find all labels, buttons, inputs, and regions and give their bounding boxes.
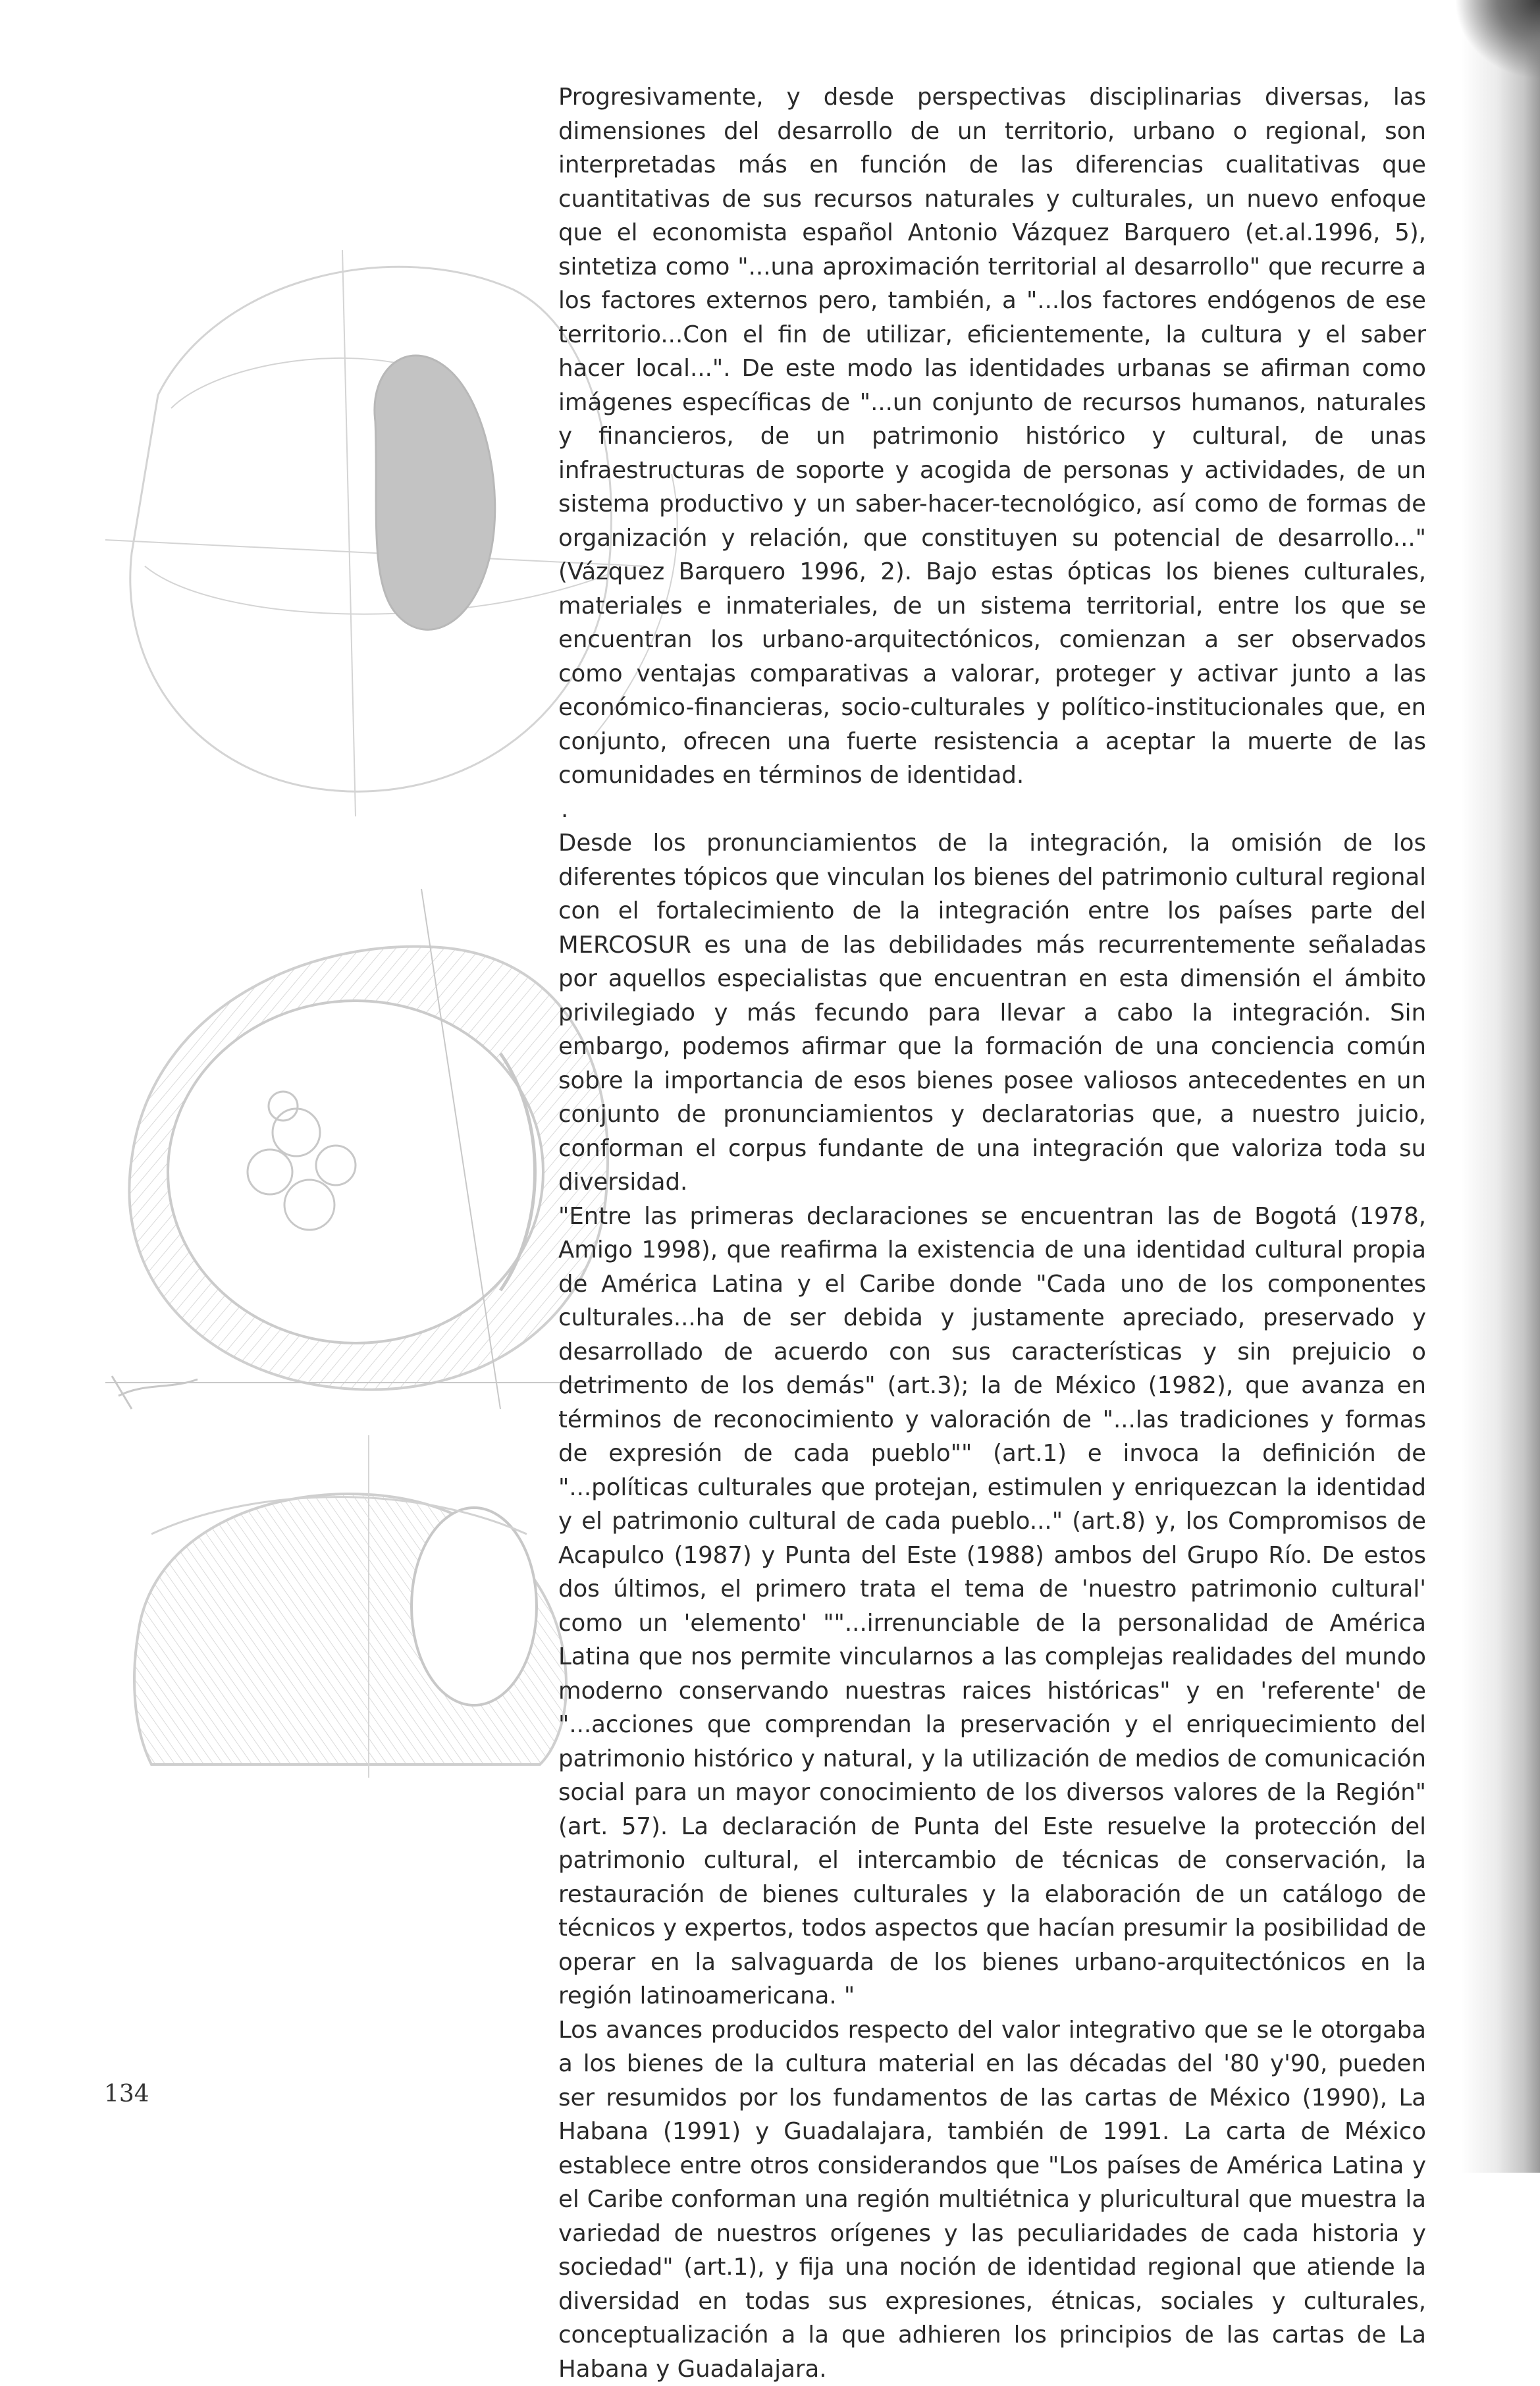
sketch-middle-sphere xyxy=(105,889,625,1409)
sketch-bottom-sphere xyxy=(134,1435,566,1778)
paragraph-3: "Entre las primeras declaraciones se encuentran las de Bogotá (1978, Amigo 1998), que reafirma la existencia de una identidad cultural propia de América Latina y el Caribe donde "Cada uno de los componentes culturales...ha de ser debida y justamente apreciado, preservado y desarrollado de acuerdo con sus características y sin prejuicio o detrimento de los demás" (art.3); la de México (1982), que avanza en términos de reconocimiento y valoración de "...las tradiciones y formas de expresión de cada pueblo"" (art.1) e invoca la definición de "...políticas culturales que protejan, estimulen y enriquezcan la identidad y el patrimonio cultural de cada pueblo..." (art.8) y, los Compromisos de Acapulco (1987) y Punta del Este (1988) ambos del Grupo Río. De estos dos últimos, el primero trata el tema de 'nuestro patrimonio cultural' como un 'elemento' ""...irrenunciable de la personalidad de América Latina que nos permite vincularnos a las complejas realidades del mundo moderno conservando nuestras raices históricas" y en 'referente' de "...acciones que comprendan la preservación y el enriquecimiento del patrimonio histórico y natural, y la utilización de medios de comunicación social para un mayor conocimiento de los diversos valores de la Región" (art. 57). La declaración de Punta del Este resuelve la protección del patrimonio cultural, el intercambio de técnicas de conservación, la restauración de bienes culturales y la elaboración de un catálogo de técnicos y expertos, todos aspectos que hacían presumir la posibilidad de operar en la salvaguarda de los bienes urbano-arquitectónicos en la región latinoamericana. " xyxy=(558,1200,1426,2013)
paragraph-1: Progresivamente, y desde perspectivas disciplinarias diversas, las dimensiones del desarrollo de un territorio, urbano o regional, son interpretadas más en función de las diferencias cualitativas que cuantitativas de sus recursos naturales y culturales, un nuevo enfoque que el economista español Antonio Vázquez Barquero (et.al.1996, 5), sintetiza como "...una aproximación territorial al desarrollo" que recurre a los factores externos pero, también, a "...los factores endógenos de ese territorio...Con el fin de utilizar, eficientemente, la cultura y el saber hacer local...". De este modo las identidades urbanas se afirman como imágenes específicas de "...un conjunto de recursos humanos, naturales y financieros, de un patrimonio histórico y cultural, de unas infraestructuras de soporte y acogida de personas y actividades, de un sistema productivo y un saber-hacer-tecnológico, así como de formas de organización y relación, que constituyen su potencial de desarrollo..." (Vázquez Barquero 1996, 2). Bajo estas ópticas los bienes culturales, materiales e inmateriales, de un sistema territorial, entre los que se encuentran los urbano-arquitectónicos, comienzan a ser observados como ventajas comparativas a valorar, proteger y activar junto a las económico-financieras, socio-culturales y político-institucionales que, en conjunto, ofrecen una fuerte resistencia a aceptar la muerte de las comunidades en términos de identidad. xyxy=(558,80,1426,793)
page-edge-shadow xyxy=(1461,0,1540,2173)
page-corner-shadow xyxy=(1454,0,1540,79)
page-number: 134 xyxy=(104,2081,149,2108)
paragraph-2: Desde los pronunciamientos de la integración, la omisión de los diferentes tópicos que vinculan los bienes del patrimonio cultural regional con el fortalecimiento de la integración entre los países parte del MERCOSUR es una de las debilidades más recurrentemente señaladas por aquellos especialistas que encuentran en esta dimensión el ámbito privilegiado y más fecundo para llevar a cabo la integración. Sin embargo, podemos afirmar que la formación de una conciencia común sobre la importancia de esos bienes posee valiosos antecedentes en un conjunto de pronunciamientos y declaratorias que, a nuestro juicio, conforman el corpus fundante de una integración que valoriza toda su diversidad. xyxy=(558,826,1426,1200)
sketch-dark-egg xyxy=(375,356,495,629)
paragraph-4: Los avances producidos respecto del valor integrativo que se le otorgaba a los bienes de la cultura material en las décadas del '80 y'90, pueden ser resumidos por los fundamentos de las cartas de México (1990), La Habana (1991) y Guadalajara, también de 1991. La carta de México establece entre otros considerandos que "Los países de América Latina y el Caribe conforman una región multiétnica y pluricultural que muestra la variedad de nuestros orígenes y las peculiaridades de cada historia y sociedad" (art.1), y fija una noción de identidad regional que atiende la diversidad en todas sus expresiones, étnicas, sociales y culturales, conceptualización a la que adhieren los principios de las cartas de La Habana y Guadalajara. xyxy=(558,2013,1426,2386)
separator-mark: . xyxy=(558,793,1426,827)
body-text-column xyxy=(558,80,1426,2386)
